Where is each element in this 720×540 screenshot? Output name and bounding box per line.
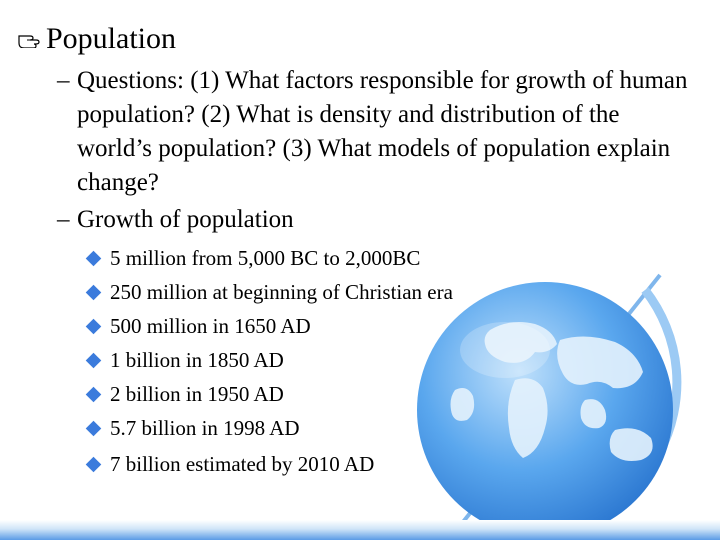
questions-text: Questions: (1) What factors responsible for growth of human population? (2) What is density and distribution of the world’s population? (3) What models of population explain change? xyxy=(77,67,688,196)
diamond-bullet-icon xyxy=(86,353,102,369)
diamond-bullet-icon xyxy=(86,387,102,403)
growth-point-text: 1 billion in 1850 AD xyxy=(110,348,284,372)
growth-point-text: 2 billion in 1950 AD xyxy=(110,382,284,406)
diamond-bullet-icon xyxy=(86,457,102,473)
globe-image xyxy=(395,270,720,540)
slide-title-text: Population xyxy=(46,22,177,55)
pointing-hand-icon xyxy=(18,30,40,48)
diamond-bullet-icon xyxy=(86,319,102,335)
growth-point-text: 7 billion estimated by 2010 AD xyxy=(110,452,375,476)
growth-heading-text: Growth of population xyxy=(77,206,294,233)
diamond-bullet-icon xyxy=(86,285,102,301)
bottom-decor-bar xyxy=(0,520,720,540)
growth-point-text: 5.7 billion in 1998 AD xyxy=(110,416,300,440)
dash-bullet: – xyxy=(57,206,70,233)
dash-bullet: – xyxy=(57,67,70,94)
growth-point-text: 500 million in 1650 AD xyxy=(110,314,311,338)
growth-point-text: 5 million from 5,000 BC to 2,000BC xyxy=(110,246,421,270)
diamond-bullet-icon xyxy=(86,421,102,437)
diamond-bullet-icon xyxy=(86,251,102,267)
growth-point-text: 250 million at beginning of Christian era xyxy=(110,280,453,304)
